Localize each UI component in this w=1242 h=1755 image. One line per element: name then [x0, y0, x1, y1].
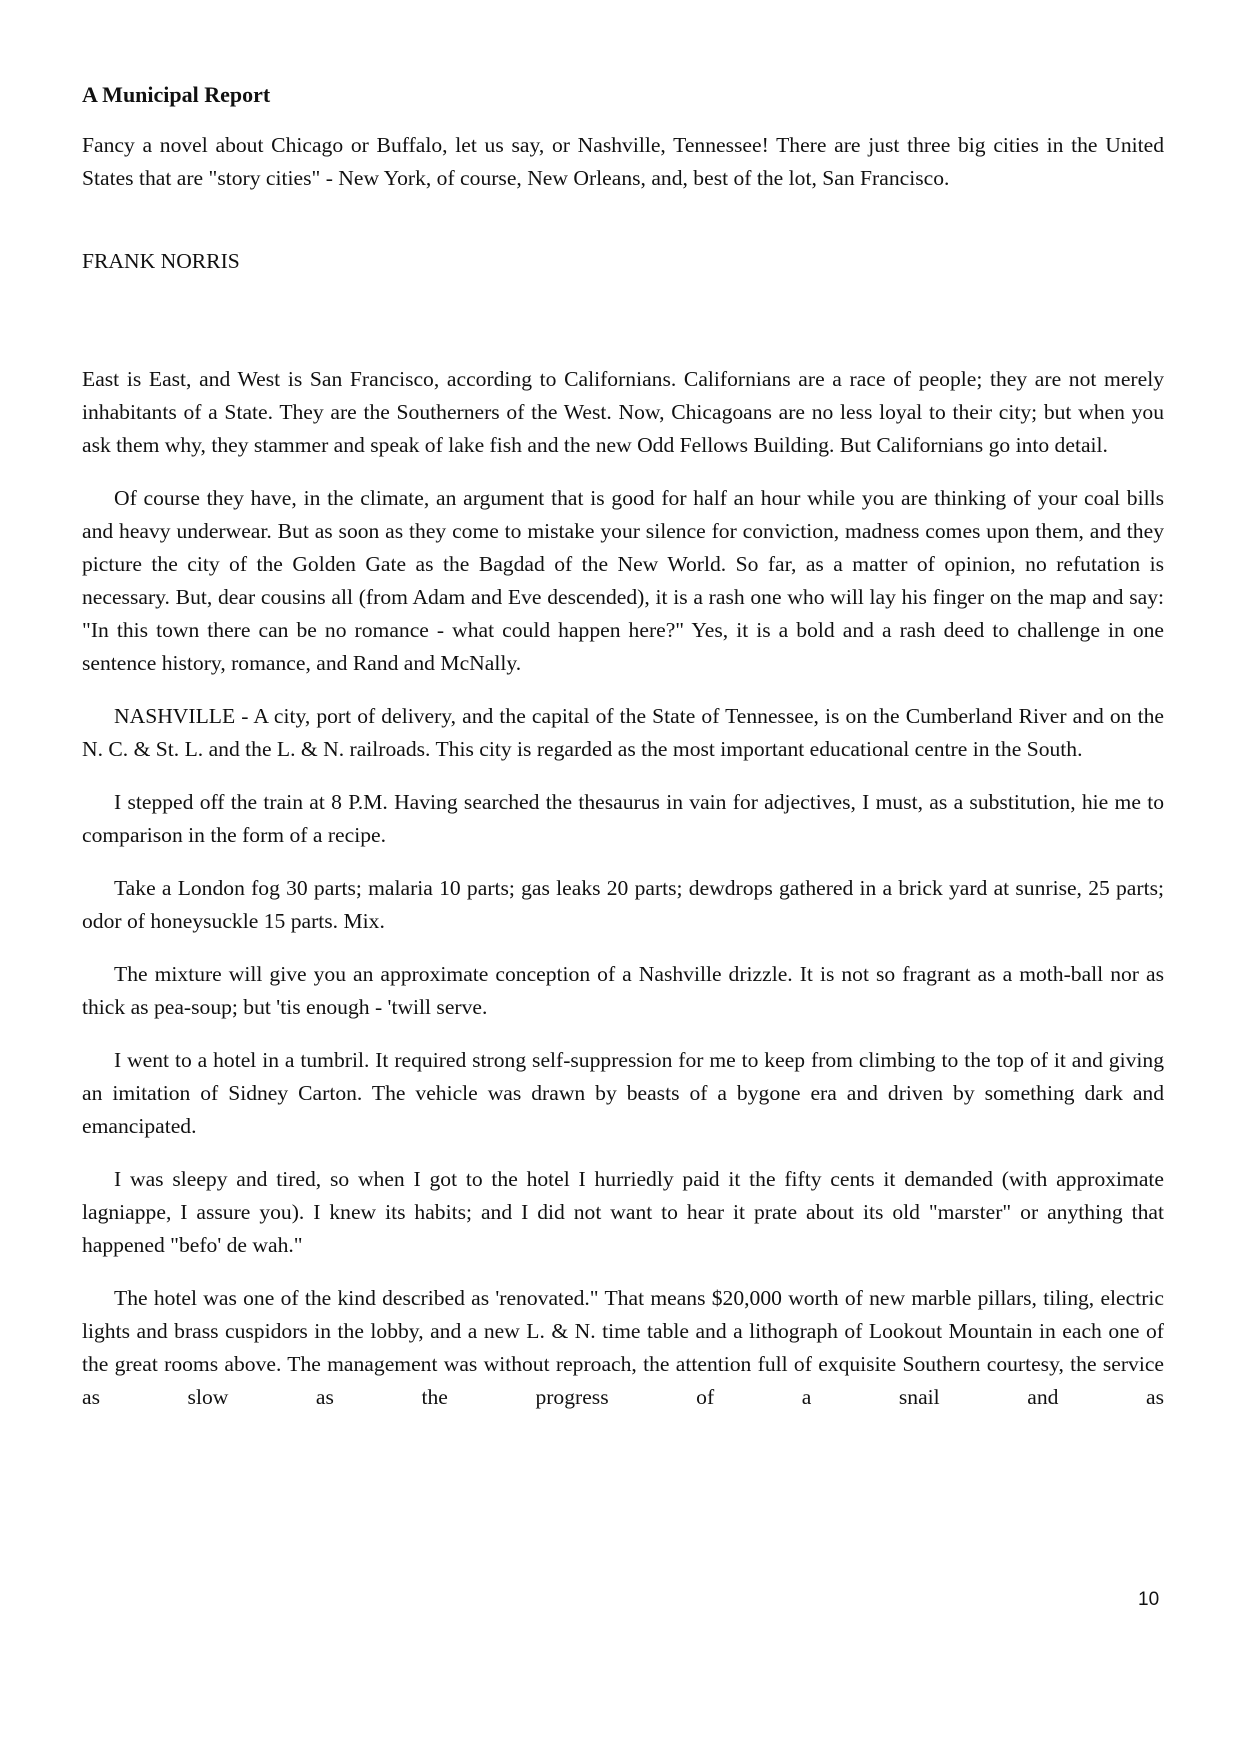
- document-title: A Municipal Report: [82, 82, 271, 107]
- epigraph-quote: Fancy a novel about Chicago or Buffalo, let us say, or Nashville, Tennessee! There are just three big cities in the United States that are "story cities" - New York, of course, New Orleans, and, best of the lot, San Francisco.: [82, 133, 1164, 190]
- body-paragraph: I was sleepy and tired, so when I got to the hotel I hurriedly paid it the fifty cents it demanded (with approximate lagniappe, I assure you). I knew its habits; and I did not want to hear it prate about its old "marster" or anything that happened "befo' de wah.": [82, 1167, 1164, 1257]
- body-paragraph: East is East, and West is San Francisco, according to Californians. Californians are a race of people; they are not merely inhabitants of a State. They are the Southerners of the West. Now, Chicagoans are no less loyal to their city; but when you ask them why, they stammer and speak of lake fish and the new Odd Fellows Building. But Californians go into detail.: [82, 367, 1164, 457]
- body-paragraph: The mixture will give you an approximate conception of a Nashville drizzle. It is not so fragrant as a moth-ball nor as thick as pea-soup; but 'tis enough - 'twill serve.: [82, 962, 1164, 1019]
- epigraph-author: FRANK NORRIS: [82, 249, 240, 273]
- body-paragraph: NASHVILLE - A city, port of delivery, and the capital of the State of Tennessee, is on the Cumberland River and on the N. C. & St. L. and the L. & N. railroads. This city is regarded as the most important educational centre in the South.: [82, 704, 1164, 761]
- body-paragraph: Of course they have, in the climate, an argument that is good for half an hour while you are thinking of your coal bills and heavy underwear. But as soon as they come to mistake your silence for conviction, madness comes upon them, and they picture the city of the Golden Gate as the Bagdad of the New World. So far, as a matter of opinion, no refutation is necessary. But, dear cousins all (from Adam and Eve descended), it is a rash one who will lay his finger on the map and say: "In this town there can be no romance - what could happen here?" Yes, it is a bold and a rash deed to challenge in one sentence history, romance, and Rand and McNally.: [82, 486, 1164, 675]
- page-number: 10: [1138, 1589, 1160, 1610]
- document-page: [82, 78, 1164, 1434]
- body-paragraph: I stepped off the train at 8 P.M. Having searched the thesaurus in vain for adjectives, I must, as a substitution, hie me to comparison in the form of a recipe.: [82, 790, 1164, 847]
- body-paragraph: I went to a hotel in a tumbril. It required strong self-suppression for me to keep from climbing to the top of it and giving an imitation of Sidney Carton. The vehicle was drawn by beasts of a bygone era and driven by something dark and emancipated.: [82, 1048, 1164, 1138]
- body-paragraph: The hotel was one of the kind described as 'renovated." That means $20,000 worth of new marble pillars, tiling, electric lights and brass cuspidors in the lobby, and a new L. & N. time table and a lithograph of Lookout Mountain in each one of the great rooms above. The management was without reproach, the attention full of exquisite Southern courtesy, the service as slow as the progress of a snail and as: [82, 1286, 1164, 1409]
- body-paragraph: Take a London fog 30 parts; malaria 10 parts; gas leaks 20 parts; dewdrops gathered in a brick yard at sunrise, 25 parts; odor of honeysuckle 15 parts. Mix.: [82, 876, 1164, 933]
